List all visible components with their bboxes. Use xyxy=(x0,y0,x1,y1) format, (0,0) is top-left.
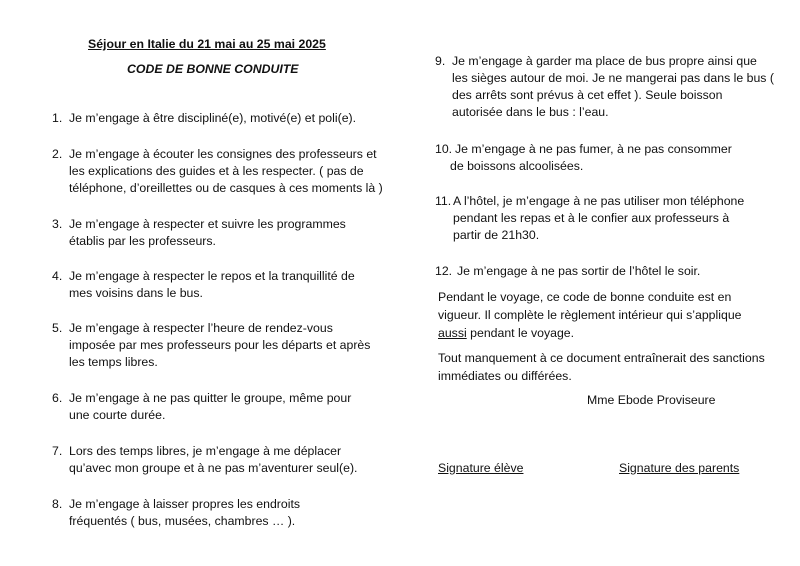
rule-item-7 xyxy=(52,443,374,477)
rule-number: 10. xyxy=(435,142,453,156)
rule-number: 8. xyxy=(52,497,63,511)
rule-line: autorisée dans le bus : l’eau. xyxy=(452,105,609,119)
rule-line: de boissons alcoolisées. xyxy=(450,159,584,173)
rule-line: Je m’engage à écouter les consignes des professeurs et xyxy=(69,147,377,161)
rule-line: Je m’engage à être discipliné(e), motivé(e) et poli(e). xyxy=(69,111,357,125)
closing-paragraph-1 xyxy=(438,288,778,342)
signature-student: Signature élève xyxy=(438,461,524,475)
rule-line: les temps libres. xyxy=(69,355,158,369)
signature-parents: Signature des parents xyxy=(619,461,740,475)
rule-number: 12. xyxy=(435,264,453,278)
rule-line: une courte durée. xyxy=(69,408,166,422)
rule-line: Je m’engage à ne pas quitter le groupe, même pour xyxy=(69,391,352,405)
closing-paragraph-2 xyxy=(438,349,778,385)
rule-line: Lors des temps libres, je m’engage à me déplacer xyxy=(69,444,342,458)
rule-line: A l’hôtel, je m’engage à ne pas utiliser mon téléphone xyxy=(453,194,745,208)
closing-line: Tout manquement à ce document entraînerait des sanctions xyxy=(438,351,765,365)
rule-number: 1. xyxy=(52,111,63,125)
rule-item-12 xyxy=(435,263,775,280)
closing-line: vigueur. Il complète le règlement intérieur qui s’applique xyxy=(438,308,742,322)
rule-item-10 xyxy=(435,141,775,175)
rule-item-11 xyxy=(435,193,775,244)
rule-number: 2. xyxy=(52,147,63,161)
rule-number: 7. xyxy=(52,444,63,458)
rule-line: établis par les professeurs. xyxy=(69,234,216,248)
author-signature: Mme Ebode Proviseure xyxy=(587,393,716,407)
rule-item-3 xyxy=(52,216,372,250)
rule-item-6 xyxy=(52,390,374,424)
closing-line xyxy=(438,324,778,342)
rule-line: Je m’engage à ne pas sortir de l’hôtel le soir. xyxy=(457,264,701,278)
rule-number: 4. xyxy=(52,269,63,283)
rule-line: qu’avec mon groupe et à ne pas m’aventurer seul(e). xyxy=(69,461,358,475)
rule-line: Je m’engage à respecter le repos et la tranquillité de xyxy=(69,269,355,283)
rule-item-4 xyxy=(52,268,372,302)
rule-number: 3. xyxy=(52,217,63,231)
rule-line: les explications des guides et à les respecter. ( pas de xyxy=(69,164,364,178)
rule-item-5 xyxy=(52,320,374,371)
rule-item-9 xyxy=(435,53,775,121)
rule-line: imposée par mes professeurs pour les départs et après xyxy=(69,338,371,352)
rule-number: 9. xyxy=(435,54,446,68)
rule-item-2 xyxy=(52,146,382,197)
rule-line: Je m’engage à laisser propres les endroits xyxy=(69,497,301,511)
rule-line: partir de 21h30. xyxy=(453,228,540,242)
closing-line: Pendant le voyage, ce code de bonne conduite est en xyxy=(438,290,732,304)
rule-line: mes voisins dans le bus. xyxy=(69,286,203,300)
closing-line: immédiates ou différées. xyxy=(438,369,572,383)
rule-item-1 xyxy=(52,110,368,127)
rule-line: fréquentés ( bus, musées, chambres … ). xyxy=(69,514,296,528)
rule-line: des arrêts sont prévus à cet effet ). Seule boisson xyxy=(452,88,723,102)
document-subtitle: CODE DE BONNE CONDUITE xyxy=(127,62,299,76)
rule-item-8 xyxy=(52,496,374,530)
rule-line: Je m’engage à respecter et suivre les programmes xyxy=(69,217,346,231)
rule-line: pendant les repas et à le confier aux professeurs à xyxy=(453,211,730,225)
rule-number: 5. xyxy=(52,321,63,335)
rule-line: Je m’engage à ne pas fumer, à ne pas consommer xyxy=(455,142,732,156)
rule-line: Je m’engage à respecter l’heure de rendez-vous xyxy=(69,321,333,335)
rule-line: Je m’engage à garder ma place de bus propre ainsi que xyxy=(452,54,757,68)
underlined-word: aussi xyxy=(438,326,467,340)
document-title: Séjour en Italie du 21 mai au 25 mai 2025 xyxy=(88,37,326,51)
closing-line-rest: pendant le voyage. xyxy=(466,326,575,340)
rule-line: les sièges autour de moi. Je ne mangerai pas dans le bus ( xyxy=(452,71,774,85)
rule-line: téléphone, d’oreillettes ou de casques à ces moments là ) xyxy=(69,181,383,195)
rule-number: 6. xyxy=(52,391,63,405)
rule-number: 11. xyxy=(435,194,452,208)
